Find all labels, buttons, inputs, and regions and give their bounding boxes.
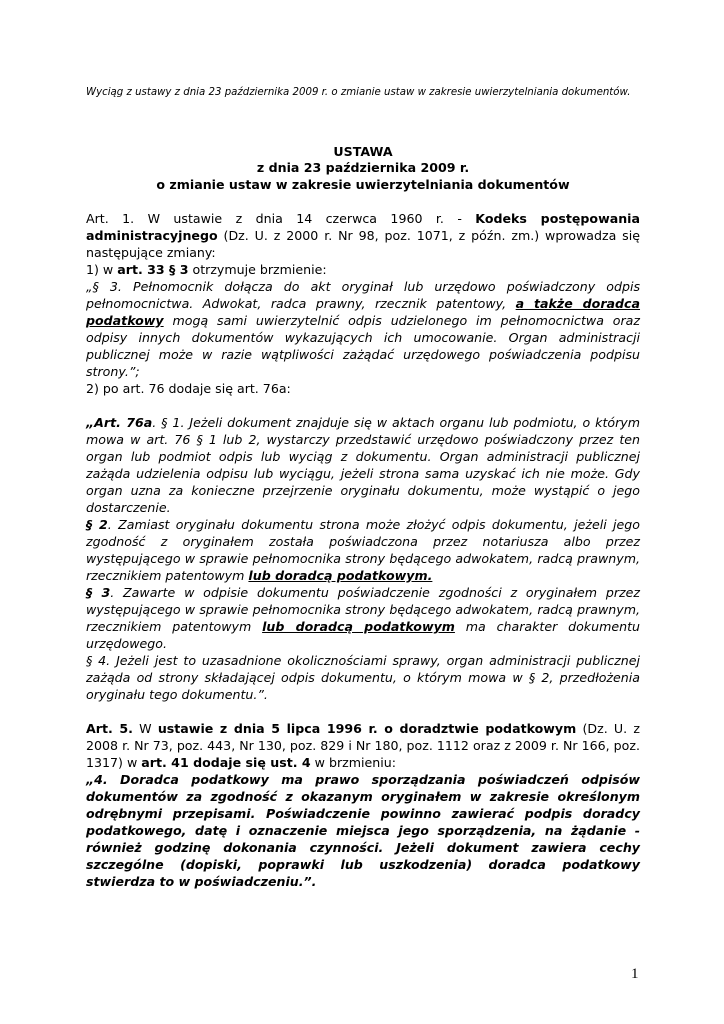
- pt1-a: 1) w: [86, 262, 118, 277]
- act-title: USTAWA: [333, 143, 393, 159]
- pt1-ref: art. 33 § 3: [117, 262, 189, 277]
- quote-b: mogą sami uwierzytelnić odpis udzielonego im pełnomocnictwa oraz odpisy innych dokumentów wykazujących ich umocowanie. Organ administracji publicznej może w razie wątpliwości zażądać urzędowego poświadczenia podpisu strony.”;: [86, 313, 640, 379]
- art76a-par1-text: . § 1. Jeżeli dokument znajduje się w aktach organu lub podmiotu, o którym mowa w art. 76 § 1 lub 2, wystarczy przedstawić urzędowo poświadczony przez ten organ lub podmiot odpis lub wyciąg z dokumentu. Organ administracji publicznej zażąda udzielenia odpisu lub wyciągu, jeżeli strona sama uzyskać ich nie może. Gdy organ uzna za konieczne przejrzenie oryginału dokumentu, może wystąpić o jego dostarczenie.: [86, 415, 640, 515]
- art1-intro: [86, 210, 640, 261]
- art76a-par4: § 4. Jeżeli jest to uzasadnione okolicznościami sprawy, organ administracji publicznej zażąda od strony składającej odpis dokumentu, o którym mowa w § 2, przedłożenia oryginału tego dokumentu.”.: [86, 653, 640, 702]
- document-page: [86, 86, 640, 890]
- par2-text: . Zamiast oryginału dokumentu strona może złożyć odpis dokumentu, jeżeli jego zgodność z oryginałem została poświadczona przez notariusza albo przez występującego w sprawie pełnomocnika strony będącego adwokatem, radcą prawnym, rzecznikiem patentowym: [86, 517, 640, 583]
- art5-ref: ustawie z dnia 5 lipca 1996 r. o doradztwie podatkowym: [157, 721, 577, 736]
- art1-intro-b: (Dz. U. z 2000 r. Nr 98, poz. 1071, z późn. zm.) wprowadza się następujące zmiany:: [86, 228, 640, 260]
- art5-a: W: [132, 721, 158, 736]
- excerpt-note: Wyciąg z ustawy z dnia 23 października 2009 r. o zmianie ustaw w zakresie uwierzytelniania dokumentów.: [86, 87, 631, 98]
- art5-quote: „4. Doradca podatkowy ma prawo sporządzania poświadczeń odpisów dokumentów za zgodność z okazanym oryginałem w zakresie określonym odrębnymi przepisami. Poświadczenie powinno zawierać podpis doradcy podatkowego, datę i oznaczenie miejsca jego sporządzenia, na żądanie - również godzinę dokonania czynności. Jeżeli dokument zawiera cechy szczególne (dopiski, poprawki lub uszkodzenia) doradca podatkowy stwierdza to w poświadczeniu.”.: [86, 772, 640, 889]
- par3-text: . Zawarte w odpisie dokumentu poświadczenie zgodności z oryginałem przez występującego w sprawie pełnomocnika strony będącego adwokatem, radcą prawnym, rzecznikiem patentowym: [86, 585, 640, 634]
- par3-label: § 3: [86, 585, 111, 600]
- art5-b: (Dz. U. z 2008 r. Nr 73, poz. 443, Nr 130, poz. 829 i Nr 180, poz. 1112 oraz z 2009 r. Nr 166, poz. 1317) w: [86, 721, 640, 770]
- art5-intro: [86, 720, 640, 771]
- spacer: [86, 703, 640, 720]
- quote-highlight: a także doradca podatkowy: [86, 296, 641, 328]
- art76a-par3: [86, 584, 640, 652]
- art5-ref2: art. 41 dodaje się ust. 4: [141, 755, 311, 770]
- pt1-b: otrzymuje brzmienie:: [188, 262, 327, 277]
- par2-label: § 2: [86, 517, 108, 532]
- art76a-par2: [86, 516, 640, 584]
- art76a-par1: [86, 414, 640, 516]
- par2-highlight: lub doradcą podatkowym.: [248, 568, 433, 583]
- art5-c: w brzmieniu:: [310, 755, 396, 770]
- par3-tail: ma charakter dokumentu urzędowego.: [86, 619, 641, 651]
- act-subject: o zmianie ustaw w zakresie uwierzytelniania dokumentów: [156, 176, 570, 192]
- art1-point-1: [86, 261, 640, 278]
- art5-label: Art. 5.: [86, 721, 133, 736]
- art1-point-2: 2) po art. 76 dodaje się art. 76a:: [86, 381, 291, 396]
- page-number: 1: [631, 966, 639, 982]
- par3-highlight: lub doradcą podatkowym: [262, 619, 455, 634]
- quote-a: „§ 3. Pełnomocnik dołącza do akt oryginał lub urzędowo poświadczony odpis pełnomocnictwa. Adwokat, radca prawny, rzecznik patentowy,: [86, 279, 640, 311]
- art33-quote: [86, 278, 640, 380]
- act-heading: [86, 144, 640, 194]
- art1-intro-a: Art. 1. W ustawie z dnia 14 czerwca 1960 r. -: [86, 211, 476, 226]
- act-date: z dnia 23 października 2009 r.: [256, 160, 470, 175]
- code-name: Kodeks postępowania administracyjnego: [86, 211, 640, 243]
- art76a-label: „Art. 76a: [86, 415, 153, 430]
- document-body: [86, 210, 640, 890]
- spacer: [86, 397, 640, 414]
